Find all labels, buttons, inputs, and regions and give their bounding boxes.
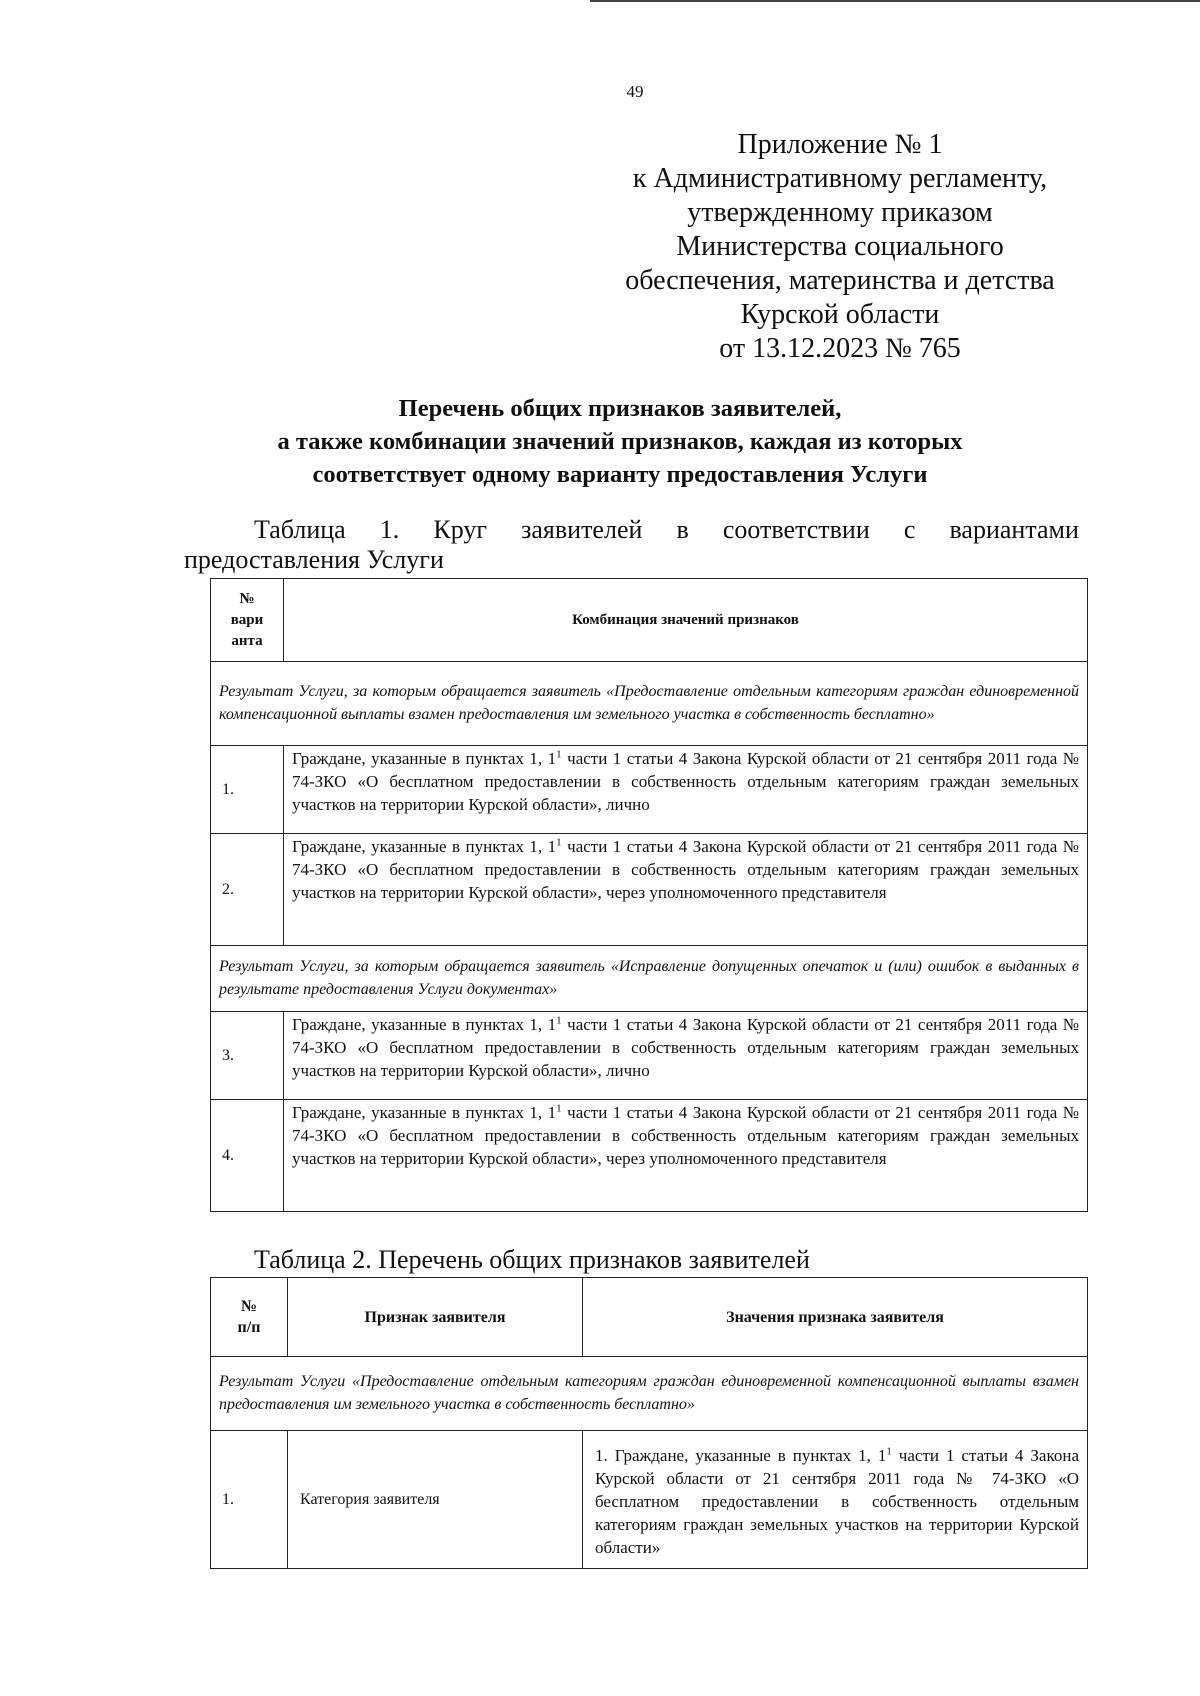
variant-number: 3. [211,1012,284,1100]
variant-text: Граждане, указанные в пунктах 1, $1^1$ части 1 статьи 4 Закона Курской области от 21 сентября 2011 года № 74-ЗКО «О бесплатном предоставлении в собственность отдельным категориям граждан земельных участков на территории Курской области», через уполномоченного представителя [284,834,1088,946]
header-number: № п/п [211,1278,288,1357]
appendix-line: Приложение № 1 [737,129,943,160]
result-group-row [211,1357,1088,1431]
table-row [211,1431,1088,1569]
variant-number: 2. [211,834,284,946]
scan-edge-line [590,0,1200,2]
variant-number: 4. [211,1100,284,1212]
caption-word: вариантами [949,515,1079,544]
title-line: Перечень общих признаков заявителей, [398,395,842,422]
feature-name: Категория заявителя [288,1431,583,1569]
caption-word: Круг [433,515,488,544]
title-line: а также комбинации значений признаков, каждая из которых [277,428,963,455]
caption-word: заявителей [521,515,643,544]
result-group-row [211,662,1088,746]
result-group-row [211,946,1088,1012]
header-values: Значения признака заявителя [583,1278,1088,1357]
caption-word: Таблица [254,515,346,544]
variant-number: 1. [211,746,284,834]
result-text: Результат Услуги, за которым обращается заявитель «Предоставление отдельным категориям граждан единовременной компенсационной выплаты взамен предоставления им земельного участка в собственность бесплатно» [211,662,1088,746]
result-text: Результат Услуги, за которым обращается заявитель «Исправление допущенных опечаток и (или) ошибок в выданных в результате предоставления Услуги документах» [211,946,1088,1012]
table-row [211,1100,1088,1212]
table2-caption: Таблица 2. Перечень общих признаков заявителей [254,1245,810,1274]
table2-applicant-features [210,1277,1088,1569]
variant-text: Граждане, указанные в пунктах 1, $1^1$ части 1 статьи 4 Закона Курской области от 21 сентября 2011 года № 74-ЗКО «О бесплатном предоставлении в собственность отдельным категориям граждан земельных участков на территории Курской области», лично [284,1012,1088,1100]
table-header-row [211,1278,1088,1357]
header-combination: Комбинация значений признаков [284,579,1088,662]
appendix-line: от 13.12.2023 № 765 [719,333,961,364]
variant-text: Граждане, указанные в пунктах 1, $1^1$ части 1 статьи 4 Закона Курской области от 21 сентября 2011 года № 74-ЗКО «О бесплатном предоставлении в собственность отдельным категориям граждан земельных участков на территории Курской области», через уполномоченного представителя [284,1100,1088,1212]
result-text: Результат Услуги «Предоставление отдельным категориям граждан единовременной компенсационной выплаты взамен предоставления им земельного участка в собственность бесплатно» [211,1357,1088,1431]
variant-text: Граждане, указанные в пунктах 1, $1^1$ части 1 статьи 4 Закона Курской области от 21 сентября 2011 года № 74-ЗКО «О бесплатном предоставлении в собственность отдельным категориям граждан земельных участков на территории Курской области», лично [284,746,1088,834]
caption-line-2: предоставления Услуги [184,545,444,574]
header-variant-number: № вари анта [211,579,284,662]
table-row [211,746,1088,834]
caption-word: 1. [379,515,400,544]
appendix-line: Министерства социального [676,231,1004,262]
caption-word: с [903,515,916,544]
appendix-line: к Административному регламенту, [632,163,1048,194]
caption-word: в [676,515,689,544]
appendix-line: утвержденному приказом [687,197,993,228]
caption-word: соответствии [722,515,870,544]
document-title [150,392,1090,491]
row-number: 1. [211,1431,288,1569]
appendix-line: обеспечения, материнства и детства [625,265,1055,296]
header-feature: Признак заявителя [288,1278,583,1357]
table-header-row [211,579,1088,662]
title-line: соответствует одному варианту предоставления Услуги [312,461,928,488]
appendix-header [600,128,1080,366]
feature-value: 1. Граждане, указанные в пунктах 1, $1^1$ части 1 статьи 4 Закона Курской области от 21 сентября 2011 года № 74-ЗКО «О бесплатном предоставлении в собственность отдельным категориям граждан земельных участков на территории Курской области» [583,1431,1088,1569]
table-row [211,1012,1088,1100]
table1-caption [184,515,1079,575]
appendix-line: Курской области [740,299,940,330]
table1-applicant-variants [210,578,1088,1212]
page-number: 49 [626,82,644,101]
table-row [211,834,1088,946]
